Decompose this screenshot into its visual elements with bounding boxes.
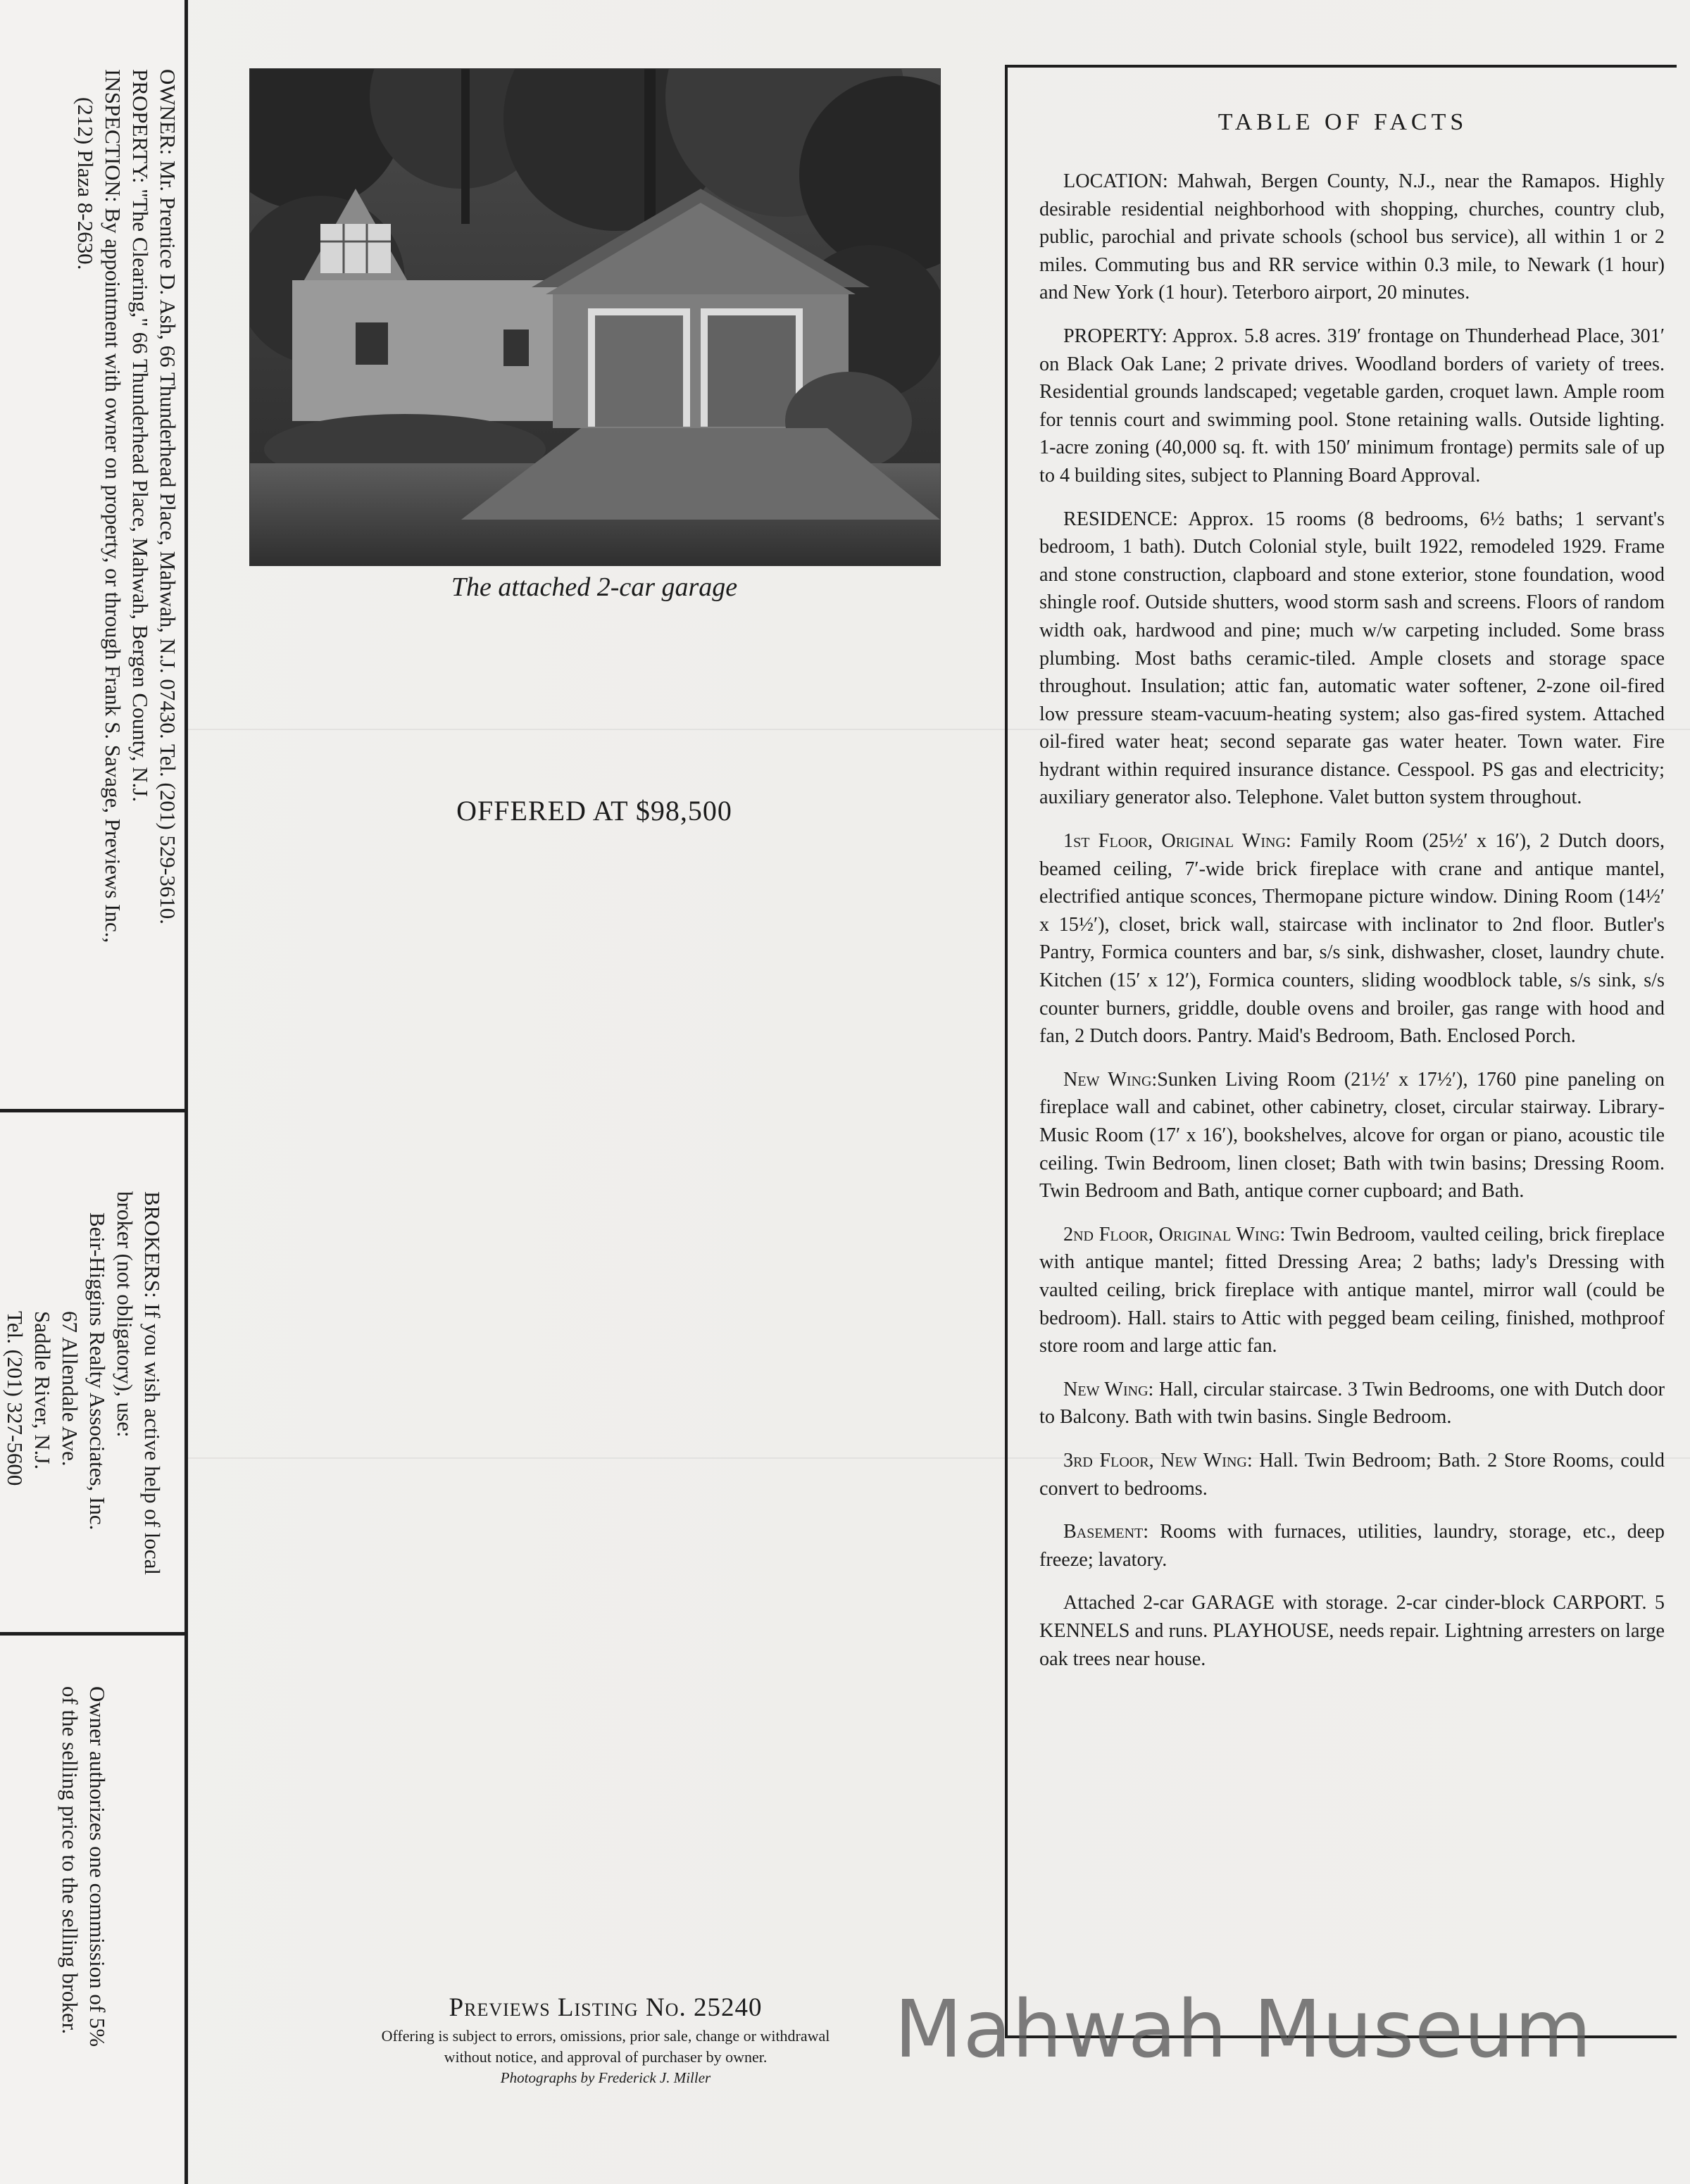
listing-footer — [268, 1992, 944, 2087]
disclaimer-line-2: without notice, and approval of purchaser by owner. — [444, 2048, 768, 2066]
fact-property — [1039, 322, 1665, 490]
fact-second-floor — [1039, 1221, 1665, 1360]
fact-label: PROPERTY: — [1063, 325, 1168, 347]
fact-label: 3rd Floor, New Wing: — [1063, 1449, 1253, 1471]
fact-label: Basement: — [1063, 1521, 1149, 1543]
disclaimer-line-1: Offering is subject to errors, omissions, prior sale, change or withdrawal — [381, 2027, 830, 2045]
fact-label: 1st Floor, Original Wing: — [1063, 830, 1291, 853]
fact-text: Family Room (25½′ x 16′), 2 Dutch doors, beamed ceiling, 7′-wide brick fireplace with crane and antique mantel, electrified antique sconces, Thermopane picture window. Dining Room (14½′ x 15½′), closet, brick wall, staircase with inclinator to 2nd floor. Butler's Pantry, Formica counters and bar, s/s sink, dishwasher, closet, laundry chute. Kitchen (15′ x 12′), Formica counters, sliding woodblock table, s/s sink, s/s counter burners, griddle, double ovens and broiler, gas range with hood and fan, 2 Dutch doors. Pantry. Maid's Bedroom, Bath. Enclosed Porch. — [1039, 830, 1665, 1048]
fact-new-wing — [1039, 1066, 1665, 1205]
garage-photo-image — [250, 69, 940, 565]
commission-line-2: of the selling price to the selling broker. — [58, 1686, 82, 2035]
fact-text: Twin Bedroom, vaulted ceiling, brick fireplace with antique mantel; fitted Dressing Area; 2 baths; lady's Dressing with vaulted ceiling, brick fireplace with antique mantel, mirror wall (could be bedroom). Hall. stairs to Attic with pegged beam ceiling, finished, mothproof store room and large attic fan. — [1039, 1223, 1665, 1357]
brokers-panel — [1, 1191, 166, 1614]
facts-body — [1039, 168, 1665, 1688]
property-label: PROPERTY: — [128, 69, 153, 184]
broker-phone: Tel. (201) 327-5600 — [3, 1311, 27, 1486]
fact-text: Sunken Living Room (21½′ x 17½′), 1760 pine paneling on fireplace wall and cabinet, other cabinetry, closet, circular stairway. Library-Music Room (17′ x 16′), bookshelves, alcove for organ or piano, acoustic tile ceiling. Twin Bedroom, linen closet; Bath with twin basins; Dressing Room. Twin Bedroom and Bath, antique corner cupboard; and Bath. — [1039, 1068, 1665, 1203]
fact-text: Approx. 5.8 acres. 319′ frontage on Thunderhead Place, 301′ on Black Oak Lane; 2 private drives. Woodland borders of variety of trees. Residential grounds landscaped; vegetable garden, croquet lawn. Ample room for tennis court and swimming pool. Stone retaining walls. Outside lighting. 1-acre zoning (40,000 sq. ft. with 150′ minimum frontage) permits sale of up to 4 building sites, subject to Planning Board Approval. — [1039, 325, 1665, 487]
side-panel — [0, 0, 188, 2184]
fact-residence — [1039, 506, 1665, 812]
fact-basement — [1039, 1518, 1665, 1574]
offer-price: OFFERED AT $98,500 — [456, 795, 732, 827]
inspection-phone: (212) Plaza 8-2630. — [73, 97, 98, 270]
brokers-label: BROKERS: — [140, 1191, 165, 1298]
garage-photo — [249, 68, 941, 566]
facts-title: TABLE OF FACTS — [1218, 109, 1468, 135]
photo-caption: The attached 2-car garage — [451, 572, 738, 602]
broker-city: Saddle River, N.J. — [30, 1311, 55, 1470]
property-text: "The Clearing," 66 Thunderhead Place, Mahwah, Bergen County, N.J. — [128, 183, 153, 803]
fact-text: Rooms with furnaces, utilities, laundry, storage, etc., deep freeze; lavatory. — [1039, 1521, 1665, 1571]
owner-label: OWNER: — [156, 69, 180, 156]
fact-third-floor — [1039, 1447, 1665, 1502]
broker-name: Beir-Higgins Realty Associates, Inc. — [85, 1212, 110, 1531]
commission-line-1: Owner authorizes one commission of 5% — [85, 1686, 110, 2047]
listing-number: Previews Listing No. 25240 — [449, 1993, 763, 2022]
fact-text: Mahwah, Bergen County, N.J., near the Ramapos. Highly desirable residential neighborhood with shopping, churches, country club, public, parochial and private schools (school bus service), all within 1 or 2 miles. Commuting bus and RR service within 0.3 mile, to Newark (1 hour) and New York (1 hour). Teterboro airport, 20 minutes. — [1039, 170, 1665, 304]
watermark: Mahwah Museum — [894, 1984, 1593, 2076]
inspection-text: By appointment with owner on property, or through Frank S. Savage, Previews Inc., — [101, 202, 125, 943]
fact-label: 2nd Floor, Original Wing: — [1063, 1223, 1286, 1245]
broker-address: 67 Allendale Ave. — [58, 1311, 82, 1467]
fact-new-wing-upper — [1039, 1376, 1665, 1431]
owner-line — [154, 69, 182, 1097]
owner-info-panel — [72, 69, 182, 1097]
fact-text: Approx. 15 rooms (8 bedrooms, 6½ baths; 1 servant's bedroom, 1 bath). Dutch Colonial style, built 1922, remodeled 1929. Frame and stone construction, clapboard and stone exterior, stone foundation, wood shingle roof. Outside shutters, wood storm sash and screens. Floors of random width oak, hardwood and pine; much w/w carpeting included. Some brass plumbing. Most baths ceramic-tiled. Ample closets and storage space throughout. Insulation; attic fan, automatic water softener, 2-zone oil-fired low pressure steam-vacuum-heating system; also gas-fired system. Attached oil-fired water heat; second separate gas water heater. Town water. Fire hydrant within required insurance distance. Cesspool. PS gas and electricity; auxiliary generator also. Telephone. Valet button system throughout. — [1039, 508, 1665, 809]
inspection-line — [99, 69, 127, 1097]
side-divider — [0, 1632, 184, 1636]
owner-text: Mr. Prentice D. Ash, 66 Thunderhead Place, Mahwah, N.J. 07430. Tel. (201) 529-3610. — [156, 155, 180, 924]
fact-label: New Wing: — [1063, 1378, 1154, 1400]
fact-label: LOCATION: — [1063, 170, 1168, 192]
photo-credit: Photographs by Frederick J. Miller — [500, 2069, 711, 2086]
fact-text: Attached 2-car GARAGE with storage. 2-car cinder-block CARPORT. 5 KENNELS and runs. PLAYHOUSE, needs repair. Lightning arresters on large oak trees near house. — [1039, 1592, 1665, 1670]
fact-outbuildings — [1039, 1589, 1665, 1673]
fact-text: Hall, circular staircase. 3 Twin Bedrooms, one with Dutch door to Balcony. Bath with twin basins. Single Bedroom. — [1039, 1378, 1665, 1429]
commission-panel — [56, 1686, 111, 2137]
fact-first-floor — [1039, 827, 1665, 1050]
property-line — [127, 69, 154, 1097]
fact-label: RESIDENCE: — [1063, 508, 1178, 530]
brokers-text: If you wish active help of local broker (not obligatory), use: — [113, 1191, 165, 1576]
inspection-label: INSPECTION: — [101, 69, 125, 203]
side-divider — [0, 1109, 184, 1112]
fact-location — [1039, 168, 1665, 307]
fact-label: New Wing: — [1063, 1068, 1158, 1091]
fact-text: Hall. Twin Bedroom; Bath. 2 Store Rooms, could convert to bedrooms. — [1039, 1449, 1665, 1500]
brokers-line — [111, 1191, 166, 1614]
